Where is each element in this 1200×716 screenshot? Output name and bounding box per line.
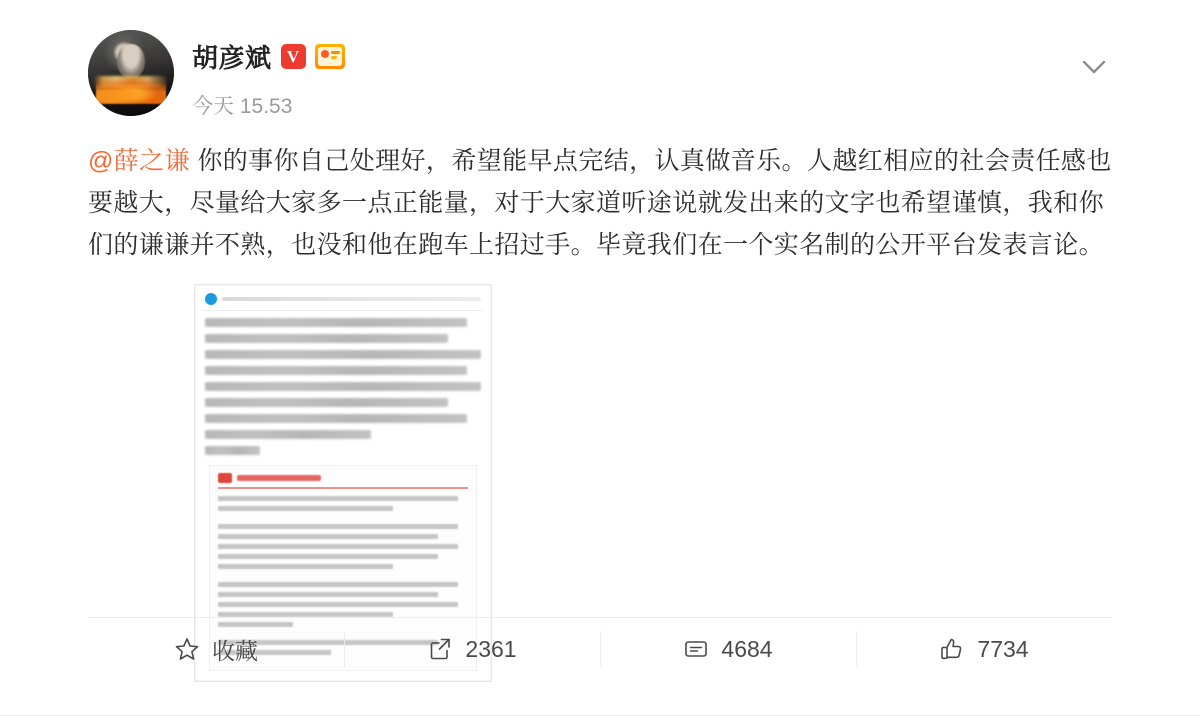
author-info	[192, 30, 345, 120]
medal-badge-icon[interactable]	[315, 44, 345, 69]
post-body-text: 你的事你自己处理好，希望能早点完结，认真做音乐。人越红相应的社会责任感也要越大，尽量给大家多一点正能量，对于大家道听途说就发出来的文字也希望谨慎，我和你们的谦谦并不熟，也没和他在跑车上招过手。毕竟我们在一个实名制的公开平台发表言论。	[88, 147, 1112, 259]
comment-action[interactable]	[600, 629, 856, 669]
collect-action[interactable]	[88, 629, 344, 669]
post-action-bar	[88, 617, 1112, 680]
blurred-text-line	[205, 334, 448, 343]
document-logo-icon	[218, 473, 232, 483]
avatar-flame	[96, 78, 166, 104]
verified-badge-icon[interactable]: V	[281, 44, 306, 69]
blurred-text-line	[205, 414, 467, 423]
author-name[interactable]: 胡彦斌	[192, 43, 272, 73]
medal-bar-1	[331, 51, 340, 54]
document-spacer	[218, 516, 468, 524]
comment-count: 4684	[721, 635, 773, 662]
repost-action[interactable]	[344, 629, 600, 669]
author-name-row	[192, 38, 345, 75]
blurred-text-line	[205, 366, 467, 375]
document-text-line	[218, 554, 438, 559]
blurred-text-line	[205, 430, 371, 439]
chevron-down-icon[interactable]	[1076, 52, 1112, 82]
mention-link[interactable]: @薛之谦	[88, 147, 190, 175]
document-title-line	[237, 475, 321, 481]
collect-label: 收藏	[212, 637, 258, 664]
post-header	[88, 30, 1112, 120]
like-count: 7734	[977, 635, 1029, 662]
post-timestamp: 今天 15.53	[192, 95, 293, 118]
blurred-text-line	[205, 318, 467, 327]
blurred-text-line	[205, 382, 481, 391]
quote-card-topbar	[203, 291, 483, 311]
thumbs-up-icon	[939, 636, 965, 662]
comment-icon	[683, 636, 709, 662]
document-text-line	[218, 592, 438, 597]
document-text-line	[218, 582, 458, 587]
repost-count: 2361	[465, 635, 517, 662]
weibo-logo-icon	[205, 293, 217, 305]
post-text	[88, 140, 1112, 266]
quote-card-header-line	[222, 297, 481, 301]
medal-dot	[321, 50, 329, 58]
document-text-line	[218, 524, 458, 529]
document-text-line	[218, 544, 458, 549]
document-divider	[218, 487, 468, 489]
document-text-line	[218, 496, 458, 501]
blurred-text-line	[205, 398, 448, 407]
blurred-text-line	[205, 350, 481, 359]
avatar-wrapper[interactable]	[88, 30, 174, 116]
document-text-line	[218, 534, 438, 539]
avatar-figure	[117, 44, 145, 78]
like-action[interactable]	[856, 629, 1112, 669]
document-text-line	[218, 506, 393, 511]
medal-bar-2	[331, 56, 337, 59]
document-spacer	[218, 574, 468, 582]
star-icon	[174, 636, 200, 662]
share-icon	[427, 636, 453, 662]
document-header	[218, 473, 468, 483]
blurred-text-line	[205, 446, 260, 455]
document-text-line	[218, 564, 393, 569]
document-text-line	[218, 602, 458, 607]
avatar[interactable]	[88, 30, 174, 116]
